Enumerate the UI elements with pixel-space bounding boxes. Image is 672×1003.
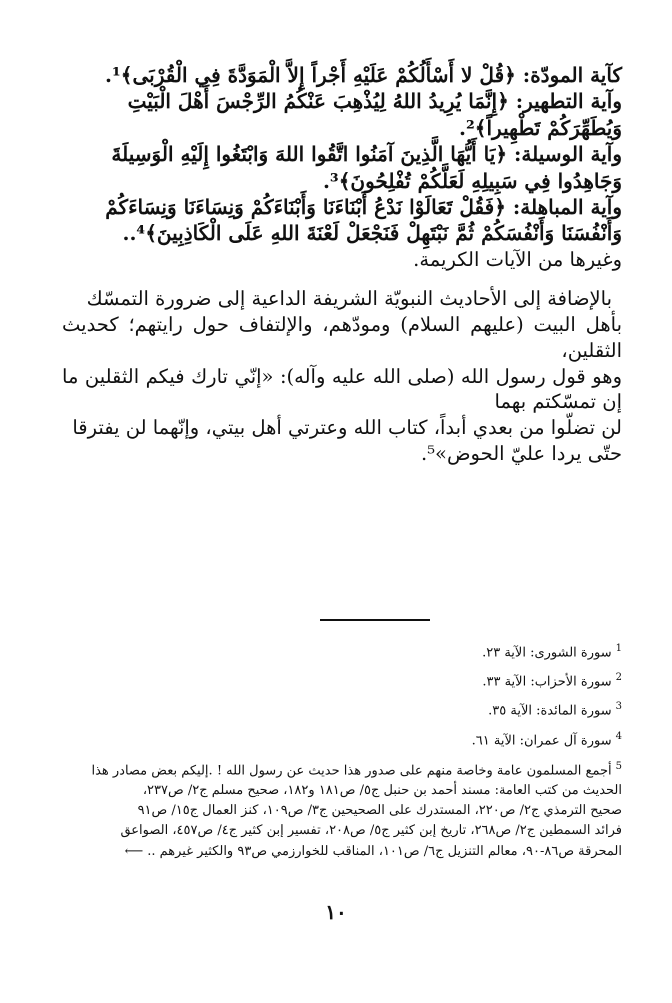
body-line: وآية الوسيلة: ﴿يَا أَيُّهَا الَّذِينَ آمَنُوا اتَّقُوا اللهَ وَابْتَغُوا إِلَيْهِ الْوَسِيلَةَ: [111, 142, 622, 167]
body-line: وغيرها من الآيات الكريمة.: [413, 247, 622, 271]
main-text: [62, 62, 622, 467]
footnote: [38, 730, 622, 751]
footnote-number: 3: [615, 701, 622, 713]
body-line: وآية المباهلة: ﴿فَقُلْ تَعَالَوْا نَدْعُ أَبْنَاءَنَا وَأَبْنَاءَكُمْ وَنِسَاءَنَا وَنِسَاءَكُمْ: [105, 194, 622, 219]
continuation-arrow-icon: ⟵: [124, 843, 144, 859]
footnote-list: [38, 642, 622, 751]
footnote-text: سورة المائدة: الآية ٣٥.: [488, 703, 612, 719]
page-number: ١٠: [325, 900, 347, 924]
body-line: حتّى يردا عليّ الحوض»⁵.: [421, 441, 622, 465]
body-line: بالإضافة إلى الأحاديث النبويّة الشريفة الداعية إلى ضرورة التمسّك: [86, 287, 612, 311]
footnote-separator: [320, 619, 430, 621]
footnote-line: الحديث من كتب العامة: مسند أحمد بن حنبل ج٥/ ص١٨١ و١٨٢، صحيح مسلم ج٢/ ص٢٣٧،: [142, 783, 622, 799]
body-line: وَيُطَهِّرَكُمْ تَطْهِيراً﴾².: [459, 115, 622, 140]
body-line: وَجَاهِدُوا فِي سَبِيلِهِ لَعَلَّكُمْ تُفْلِحُونَ﴾³.: [322, 168, 622, 193]
footnote-line: [38, 842, 622, 862]
body-line: لن تضلّوا من بعدي أبداً، كتاب الله وعترتي أهل بيتي، وإنّهما لن يفترقا: [72, 416, 622, 440]
footnote-text: سورة الشورى: الآية ٢٣.: [482, 645, 612, 661]
footnote-line: صحيح الترمذي ج٢/ ص٢٢٠، المستدرك على الصحيحين ج٣/ ص١٠٩، كنز العمال ج١٥/ ص٩١: [137, 803, 622, 819]
body-line: وهو قول رسول الله (صلى الله عليه وآله): «إنّي تارك فيكم الثقلين ما إن تمسّكتم بهما: [62, 364, 622, 414]
footnote-line: [38, 759, 622, 781]
footnote-5: [38, 759, 622, 862]
footnote-number: 2: [615, 672, 622, 684]
body-line: بأهل البيت (عليهم السلام) ومودّهم، والإلتفاف حول رايتهم؛ كحديث الثقلين،: [62, 313, 622, 362]
footnotes: [38, 642, 622, 862]
body-line: وَأَنْفُسَنَا وَأَنْفُسَكُمْ ثُمَّ نَبْتَهِلْ فَنَجْعَلْ لَعْنَةَ اللهِ عَلَى الْكَاذِبِينَ﴾⁴..: [122, 221, 622, 246]
footnote-number: 1: [615, 643, 622, 654]
footnote-text: أجمع المسلمون عامة وخاصة منهم على صدور هذا حديث عن رسول الله ! .إليكم بعض مصادر هذا: [91, 763, 612, 779]
footnote-line: فرائد السمطين ج٢/ ص٢٦٨، تاريخ إبن كثير ج٥/ ص٢٠٨، تفسير إبن كثير ج٤/ ص٤٥٧، الصواعق: [120, 823, 622, 839]
footnote-text: المحرقة ص٨٦-٩٠، معالم التنزيل ج٦/ ص١٠١، المناقب للخوارزمي ص٩٣ والكثير غيرهم ..: [147, 843, 622, 859]
footnote-text: سورة الأحزاب: الآية ٣٣.: [482, 674, 612, 690]
footnote: [38, 700, 622, 721]
footnote: [38, 671, 622, 692]
footnote-number: 5: [615, 760, 622, 772]
paragraph-gap: [62, 272, 622, 286]
footnote: [38, 642, 622, 663]
footnote-text: سورة آل عمران: الآية ٦١.: [471, 732, 612, 748]
footnote-number: 4: [615, 730, 622, 742]
body-line: وآية التطهير: ﴿إِنَّمَا يُرِيدُ اللهُ لِيُذْهِبَ عَنْكُمُ الرِّجْسَ أَهْلَ الْبَيْتِ: [127, 89, 622, 114]
body-line: كآية المودّة: ﴿قُلْ لا أَسْأَلُكُمْ عَلَيْهِ أَجْراً إِلاَّ الْمَوَدَّةَ فِي الْقُرْبَى﴾¹.: [105, 63, 622, 87]
